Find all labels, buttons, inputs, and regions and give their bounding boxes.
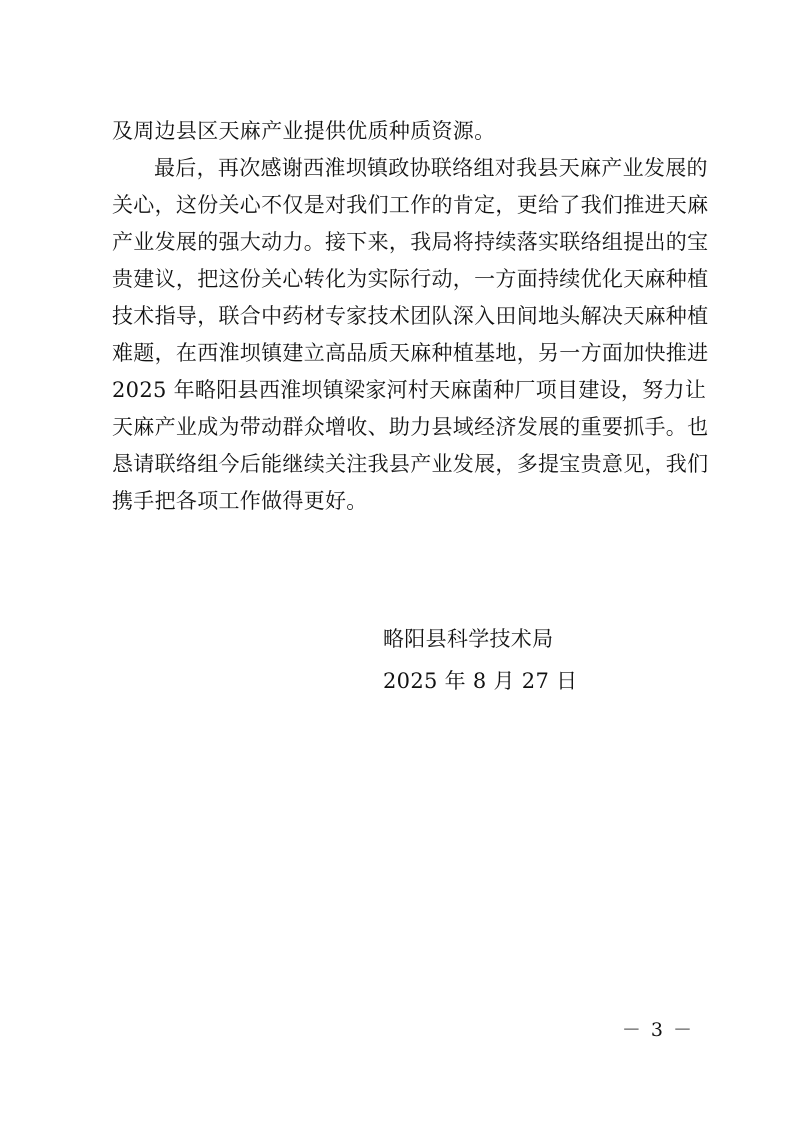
- body-line-1: 及周边县区天麻产业提供优质种质资源。: [112, 119, 496, 143]
- body-line-5: 贵建议，把这份关心转化为实际行动，一方面持续优化天麻种植: [112, 267, 709, 291]
- body-line-9: 天麻产业成为带动群众增收、助力县域经济发展的重要抓手。也: [112, 415, 709, 439]
- body-line-6: 技术指导，联合中药材专家技术团队深入田间地头解决天麻种植: [112, 304, 709, 328]
- body-line-10: 恳请联络组今后能继续关注我县产业发展，多提宝贵意见，我们: [112, 452, 709, 476]
- body-line-11: 携手把各项工作做得更好。: [112, 489, 368, 513]
- body-line-3: 关心，这份关心不仅是对我们工作的肯定，更给了我们推进天麻: [112, 193, 709, 217]
- signature-block: [383, 618, 643, 702]
- page-number: － 3 －: [621, 1019, 694, 1041]
- signature-date: 2025 年 8 月 27 日: [383, 669, 578, 693]
- body-line-8: 2025 年略阳县西淮坝镇梁家河村天麻菌种厂项目建设，努力让: [112, 378, 707, 402]
- signature-organization: 略阳县科学技术局: [383, 627, 554, 651]
- letter-body: [112, 113, 709, 520]
- body-line-7: 难题，在西淮坝镇建立高品质天麻种植基地，另一方面加快推进: [112, 341, 709, 365]
- body-line-4: 产业发展的强大动力。接下来，我局将持续落实联络组提出的宝: [112, 230, 709, 254]
- body-line-2: 最后，再次感谢西淮坝镇政协联络组对我县天麻产业发展的: [154, 156, 708, 180]
